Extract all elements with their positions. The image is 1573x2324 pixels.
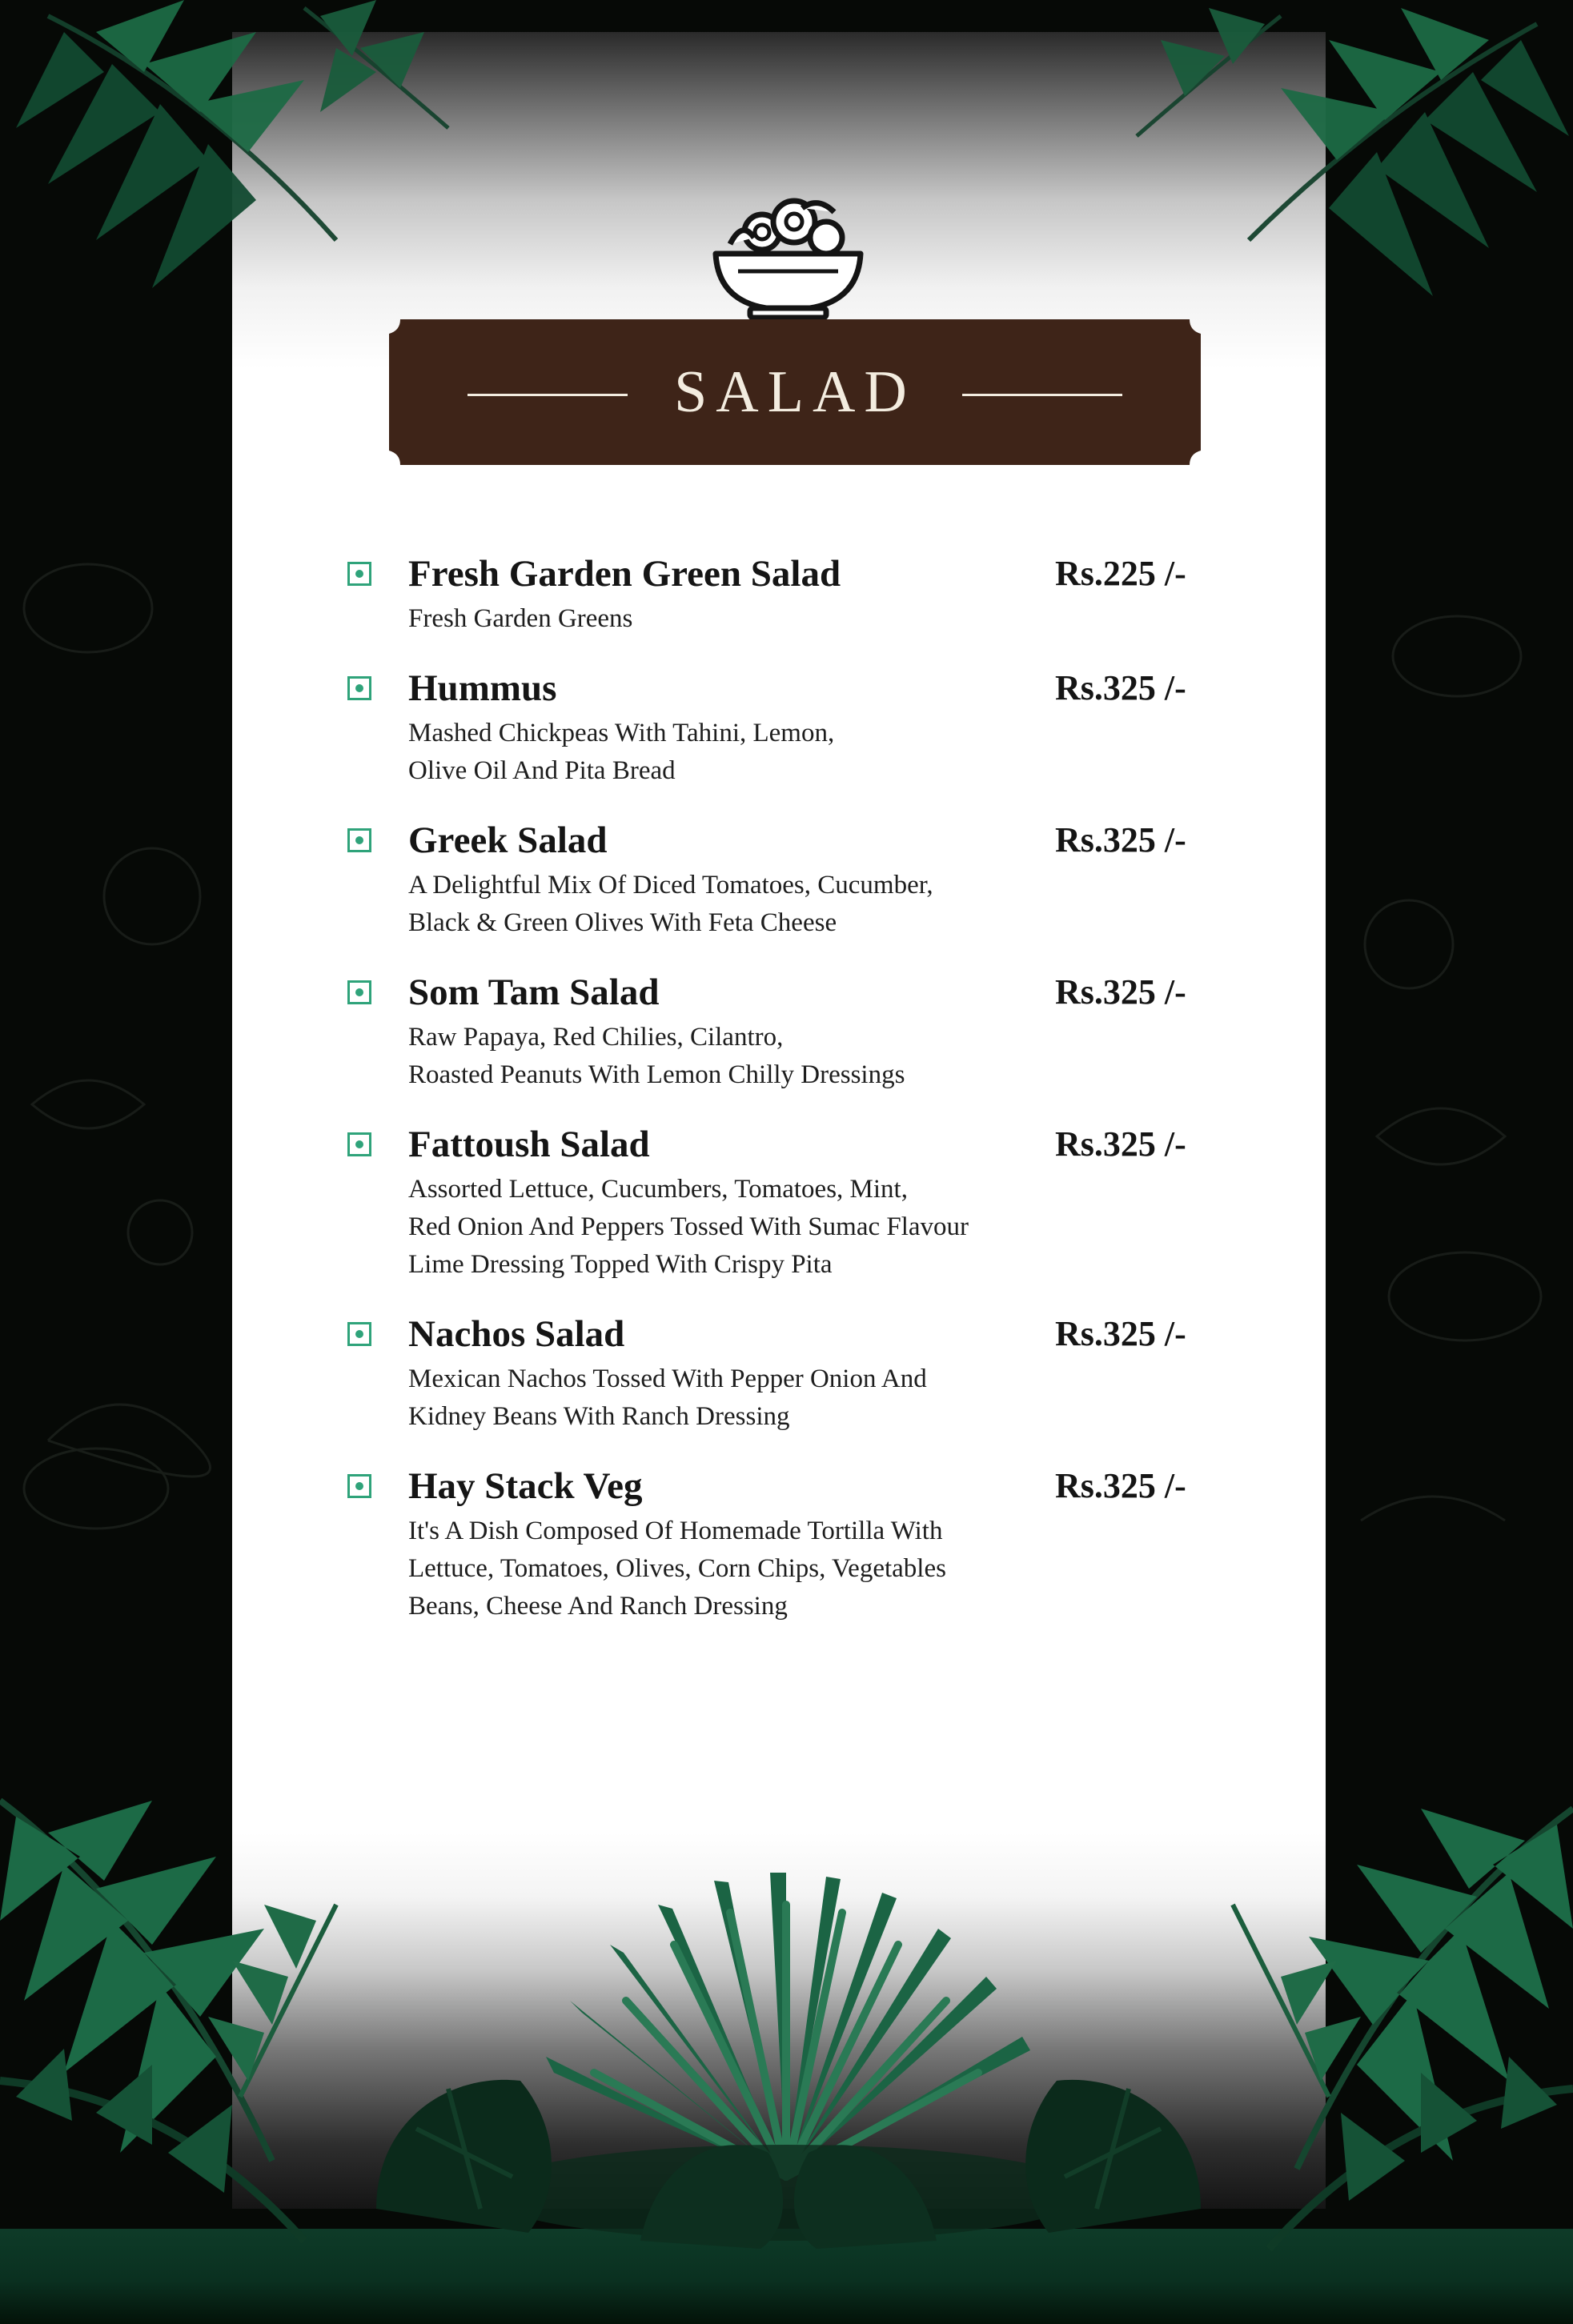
veg-indicator-icon xyxy=(347,1132,371,1156)
item-price: Rs.325 /- xyxy=(1055,668,1186,707)
veg-indicator-icon xyxy=(347,676,371,700)
item-name: Som Tam Salad xyxy=(408,972,660,1013)
item-description: Mashed Chickpeas With Tahini, Lemon, Olive Oil And Pita Bread xyxy=(408,719,835,785)
item-description: A Delightful Mix Of Diced Tomatoes, Cucumber, Black & Green Olives With Feta Cheese xyxy=(408,871,933,937)
item-name: Fattoush Salad xyxy=(408,1124,650,1165)
veg-indicator-icon xyxy=(347,980,371,1004)
item-description: Raw Papaya, Red Chilies, Cilantro, Roasted Peanuts With Lemon Chilly Dressings xyxy=(408,1023,905,1089)
item-name: Hummus xyxy=(408,667,557,709)
item-description: It's A Dish Composed Of Homemade Tortilla With Lettuce, Tomatoes, Olives, Corn Chips, Vegetables Beans, Cheese And Ranch Dressing xyxy=(408,1517,946,1621)
item-name: Fresh Garden Green Salad xyxy=(408,553,841,595)
item-price: Rs.325 /- xyxy=(1055,972,1186,1012)
banner-rule-right xyxy=(962,394,1122,396)
item-price: Rs.325 /- xyxy=(1055,1314,1186,1353)
bottom-green-band xyxy=(0,2229,1573,2324)
item-description: Assorted Lettuce, Cucumbers, Tomatoes, Mint, Red Onion And Peppers Tossed With Sumac Flavour Lime Dressing Topped With Crispy Pita xyxy=(408,1175,969,1279)
item-name: Greek Salad xyxy=(408,819,608,861)
item-price: Rs.325 /- xyxy=(1055,1124,1186,1164)
section-title: SALAD xyxy=(674,359,916,425)
veg-indicator-icon xyxy=(347,828,371,852)
veg-indicator-icon xyxy=(347,1474,371,1498)
item-description: Fresh Garden Greens xyxy=(408,604,633,633)
salad-bowl-icon xyxy=(706,188,870,324)
veg-indicator-icon xyxy=(347,562,371,586)
veg-indicator-icon xyxy=(347,1322,371,1346)
item-name: Nachos Salad xyxy=(408,1313,625,1355)
item-description: Mexican Nachos Tossed With Pepper Onion And Kidney Beans With Ranch Dressing xyxy=(408,1364,927,1431)
section-banner xyxy=(386,316,1204,468)
item-name: Hay Stack Veg xyxy=(408,1465,643,1507)
item-price: Rs.325 /- xyxy=(1055,1466,1186,1505)
item-price: Rs.225 /- xyxy=(1055,554,1186,593)
item-price: Rs.325 /- xyxy=(1055,820,1186,859)
